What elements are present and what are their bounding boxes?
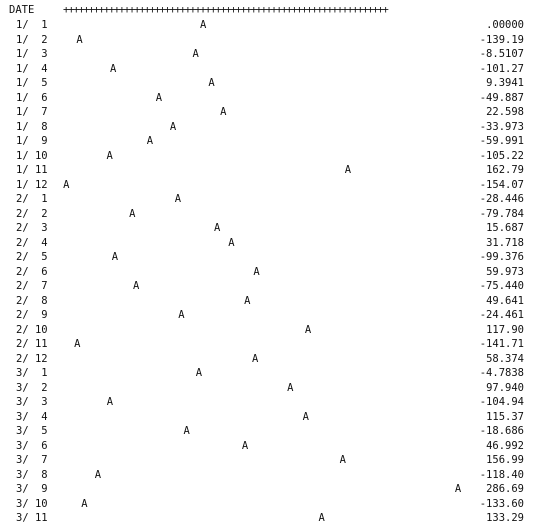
row-value: 156.99 xyxy=(486,454,524,466)
series-a-point: A xyxy=(169,120,177,133)
plot-row xyxy=(0,237,540,252)
plot-row xyxy=(0,150,540,165)
series-a-point: A xyxy=(183,425,190,437)
plot-row xyxy=(0,483,540,498)
row-value: -75.440 xyxy=(479,280,524,292)
series-a-point: A xyxy=(155,91,163,104)
row-date: 3/ 3 xyxy=(16,396,48,408)
row-date: 2/ 2 xyxy=(16,207,48,220)
series-a-point: A xyxy=(228,236,235,249)
plot-row xyxy=(0,295,540,310)
plot-row xyxy=(0,280,540,295)
series-a-point: A xyxy=(74,338,81,350)
row-value: 162.79 xyxy=(486,164,524,176)
plot-row xyxy=(0,512,540,527)
plot-row xyxy=(0,193,540,208)
series-a-point: A xyxy=(302,410,309,423)
series-a-point: A xyxy=(178,309,185,321)
row-value: .00000 xyxy=(486,19,524,31)
row-date: 2/ 9 xyxy=(16,309,48,321)
row-value: -133.60 xyxy=(479,497,524,510)
series-a-point: A xyxy=(94,468,102,481)
series-a-point: A xyxy=(213,222,221,234)
plot-row xyxy=(0,179,540,194)
row-date: 3/ 6 xyxy=(16,439,48,452)
row-value: 46.992 xyxy=(486,439,524,452)
series-a-point: A xyxy=(111,251,119,263)
plot-row xyxy=(0,309,540,324)
row-value: -141.71 xyxy=(479,338,524,350)
row-value: -154.07 xyxy=(479,178,524,191)
plot-row xyxy=(0,266,540,281)
plot-row xyxy=(0,106,540,121)
row-value: -18.686 xyxy=(479,425,524,437)
series-a-point: A xyxy=(81,497,88,510)
row-value: -104.94 xyxy=(479,396,524,408)
series-a-point: A xyxy=(287,381,294,394)
row-date: 3/ 5 xyxy=(16,425,48,437)
row-date: 1/ 5 xyxy=(16,77,48,89)
row-date: 2/ 12 xyxy=(16,352,48,365)
row-value: -33.973 xyxy=(479,120,524,133)
row-date: 2/ 1 xyxy=(16,193,48,205)
row-value: -101.27 xyxy=(479,62,524,75)
row-value: 133.29 xyxy=(486,512,524,524)
row-value: 15.687 xyxy=(486,222,524,234)
row-date: 3/ 2 xyxy=(16,381,48,394)
series-a-point: A xyxy=(339,454,346,466)
row-date: 3/ 4 xyxy=(16,410,48,423)
row-date: 1/ 11 xyxy=(16,164,48,176)
series-a-point: A xyxy=(344,164,352,176)
plot-row xyxy=(0,353,540,368)
series-a-point: A xyxy=(304,323,312,336)
row-date: 2/ 6 xyxy=(16,265,48,278)
row-date: 1/ 7 xyxy=(16,106,48,118)
row-date: 3/ 11 xyxy=(16,512,48,524)
plot-row xyxy=(0,469,540,484)
row-date: 3/ 10 xyxy=(16,497,48,510)
plot-row xyxy=(0,425,540,440)
row-value: -59.991 xyxy=(479,135,524,147)
row-date: 1/ 10 xyxy=(16,149,48,162)
plot-row xyxy=(0,208,540,223)
series-a-point: A xyxy=(318,512,325,524)
row-date: 3/ 7 xyxy=(16,454,48,466)
row-value: 59.973 xyxy=(486,265,524,278)
plot-row xyxy=(0,19,540,34)
plot-row xyxy=(0,454,540,469)
plot-row xyxy=(0,251,540,266)
row-value: -118.40 xyxy=(479,468,524,481)
row-date: 3/ 1 xyxy=(16,367,48,379)
plot-row xyxy=(0,324,540,339)
row-date: 1/ 2 xyxy=(16,33,48,46)
series-a-point: A xyxy=(110,62,117,75)
row-value: 286.69 xyxy=(486,483,524,495)
series-a-point: A xyxy=(251,352,259,365)
plot-row xyxy=(0,338,540,353)
plot-row xyxy=(0,135,540,150)
series-a-point: A xyxy=(132,280,140,292)
series-a-point: A xyxy=(106,149,113,162)
series-a-point: A xyxy=(129,207,136,220)
row-value: -24.461 xyxy=(479,309,524,321)
series-a-point: A xyxy=(454,483,462,495)
row-value: -139.19 xyxy=(479,33,524,46)
scale-ruler: ++++++++++++++++++++++++++++++++++++++++++++++++++++++++++++++++ xyxy=(63,4,388,16)
plot-row xyxy=(0,396,540,411)
plot-row xyxy=(0,440,540,455)
row-date: 2/ 11 xyxy=(16,338,48,350)
plot-rows xyxy=(0,19,540,527)
plot-row xyxy=(0,77,540,92)
series-a-point: A xyxy=(146,135,154,147)
plot-row xyxy=(0,48,540,63)
series-a-point: A xyxy=(195,367,203,379)
row-value: 22.598 xyxy=(486,106,524,118)
row-value: -99.376 xyxy=(479,251,524,263)
plot-row xyxy=(0,63,540,78)
row-date: 2/ 8 xyxy=(16,294,48,307)
series-a-point: A xyxy=(244,294,251,307)
row-date: 3/ 8 xyxy=(16,468,48,481)
series-a-point: A xyxy=(241,439,249,452)
row-date: 1/ 3 xyxy=(16,48,48,60)
row-value: 97.940 xyxy=(486,381,524,394)
series-a-point: A xyxy=(192,48,199,60)
series-a-point: A xyxy=(220,106,227,118)
row-date: 1/ 4 xyxy=(16,62,48,75)
row-value: 9.3941 xyxy=(486,77,524,89)
plot-row xyxy=(0,34,540,49)
series-a-point: A xyxy=(174,193,182,205)
plot-row xyxy=(0,382,540,397)
series-a-point: A xyxy=(63,178,70,191)
plot-row xyxy=(0,92,540,107)
row-value: -4.7838 xyxy=(479,367,524,379)
row-value: -79.784 xyxy=(479,207,524,220)
row-date: 1/ 9 xyxy=(16,135,48,147)
row-date: 2/ 4 xyxy=(16,236,48,249)
series-a-point: A xyxy=(253,265,260,278)
series-a-point: A xyxy=(200,19,207,31)
row-date: 2/ 10 xyxy=(16,323,48,336)
row-date: 2/ 7 xyxy=(16,280,48,292)
series-a-point: A xyxy=(106,396,114,408)
row-value: 58.374 xyxy=(486,352,524,365)
row-value: 117.90 xyxy=(486,323,524,336)
row-date: 2/ 5 xyxy=(16,251,48,263)
row-date: 1/ 8 xyxy=(16,120,48,133)
plot-row xyxy=(0,367,540,382)
row-date: 1/ 6 xyxy=(16,91,48,104)
plot-row xyxy=(0,411,540,426)
row-value: 115.37 xyxy=(486,410,524,423)
series-a-point: A xyxy=(76,33,83,46)
row-value: -105.22 xyxy=(479,149,524,162)
plot-row xyxy=(0,121,540,136)
plot-row xyxy=(0,498,540,513)
plot-row xyxy=(0,164,540,179)
row-date: 2/ 3 xyxy=(16,222,48,234)
row-date: 1/ 1 xyxy=(16,19,48,31)
row-value: 31.718 xyxy=(486,236,524,249)
plot-row xyxy=(0,222,540,237)
row-value: -8.5107 xyxy=(479,48,524,60)
series-a-point: A xyxy=(208,77,215,89)
row-value: -49.887 xyxy=(479,91,524,104)
row-date: 3/ 9 xyxy=(16,483,48,495)
row-date: 1/ 12 xyxy=(16,178,48,191)
date-column-header: DATE xyxy=(9,4,35,16)
row-value: 49.641 xyxy=(486,294,524,307)
row-value: -28.446 xyxy=(479,193,524,205)
